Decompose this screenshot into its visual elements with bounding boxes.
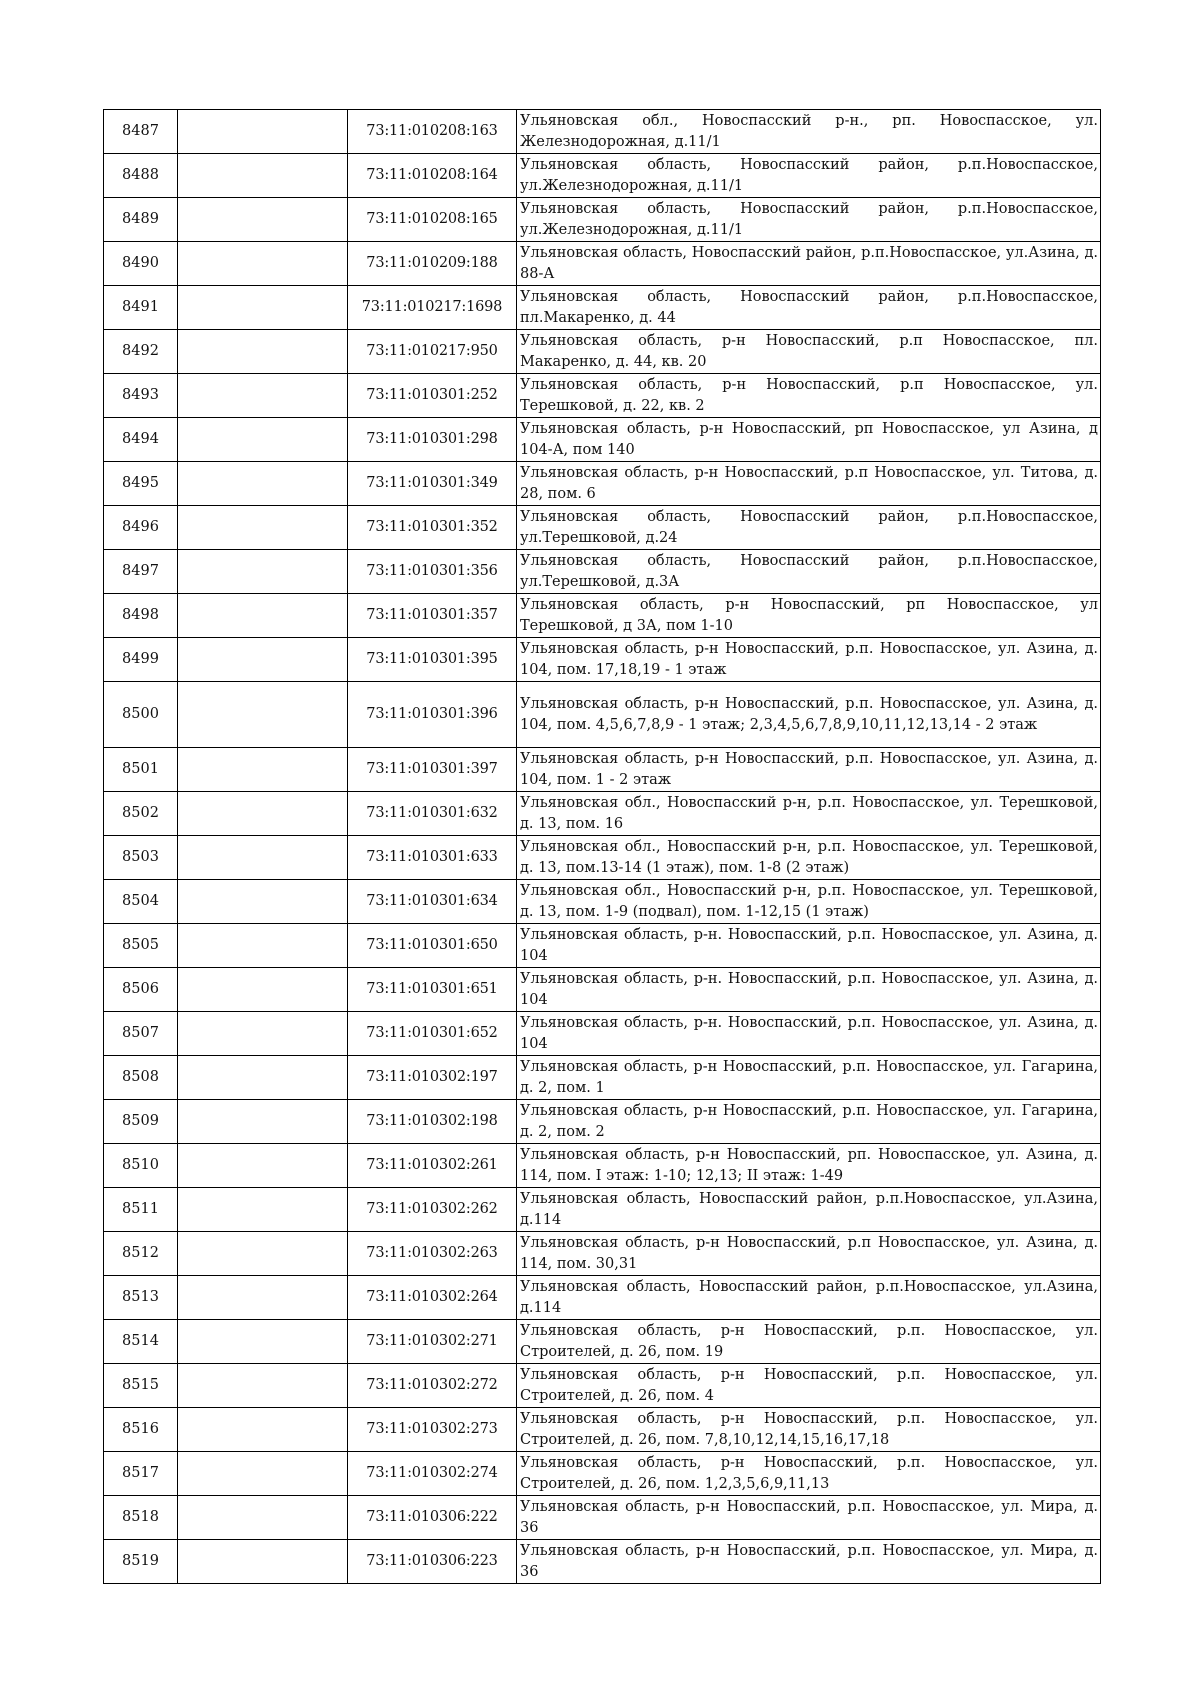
address-cell: Ульяновская область, р-н Новоспасский, р.п. Новоспасское, ул. Гагарина, д. 2, пом. 2: [517, 1100, 1101, 1144]
address-cell: Ульяновская обл., Новоспасский р-н, р.п. Новоспасское, ул. Терешковой, д. 13, пом. 1-9 (подвал), пом. 1-12,15 (1 этаж): [517, 880, 1101, 924]
owner-cell: [178, 198, 348, 242]
table-row: [104, 682, 1101, 748]
cadastral-number-cell: 73:11:010209:188: [348, 242, 517, 286]
row-number-cell: 8498: [104, 594, 178, 638]
table-row: [104, 462, 1101, 506]
row-number-cell: 8502: [104, 792, 178, 836]
row-number-cell: 8488: [104, 154, 178, 198]
table-row: [104, 154, 1101, 198]
owner-cell: [178, 748, 348, 792]
address-cell: Ульяновская область, Новоспасский район, р.п.Новоспасское, ул.Железнодорожная, д.11/1: [517, 154, 1101, 198]
row-number-cell: 8517: [104, 1452, 178, 1496]
table-row: [104, 1540, 1101, 1584]
row-number-cell: 8487: [104, 110, 178, 154]
address-cell: Ульяновская область, Новоспасский район, р.п.Новоспасское, ул.Железнодорожная, д.11/1: [517, 198, 1101, 242]
owner-cell: [178, 1144, 348, 1188]
cadastral-number-cell: 73:11:010208:165: [348, 198, 517, 242]
cadastral-number-cell: 73:11:010301:349: [348, 462, 517, 506]
address-cell: Ульяновская область, р-н. Новоспасский, р.п. Новоспасское, ул. Азина, д. 104: [517, 968, 1101, 1012]
address-cell: Ульяновская область, Новоспасский район, р.п.Новоспасское, ул.Терешковой, д.24: [517, 506, 1101, 550]
table-row: [104, 792, 1101, 836]
owner-cell: [178, 550, 348, 594]
address-cell: Ульяновская область, Новоспасский район, р.п.Новоспасское, ул.Терешковой, д.3А: [517, 550, 1101, 594]
table-row: [104, 242, 1101, 286]
row-number-cell: 8503: [104, 836, 178, 880]
owner-cell: [178, 1012, 348, 1056]
row-number-cell: 8508: [104, 1056, 178, 1100]
address-cell: Ульяновская область, р-н Новоспасский, р.п. Новоспасское, ул. Мира, д. 36: [517, 1496, 1101, 1540]
document-page: [103, 109, 1100, 1584]
table-row: [104, 1100, 1101, 1144]
table-row: [104, 968, 1101, 1012]
table-row: [104, 1012, 1101, 1056]
cadastral-number-cell: 73:11:010301:396: [348, 682, 517, 748]
cadastral-number-cell: 73:11:010302:197: [348, 1056, 517, 1100]
owner-cell: [178, 924, 348, 968]
owner-cell: [178, 1452, 348, 1496]
cadastral-number-cell: 73:11:010306:223: [348, 1540, 517, 1584]
table-row: [104, 1452, 1101, 1496]
table-row: [104, 550, 1101, 594]
cadastral-number-cell: 73:11:010302:274: [348, 1452, 517, 1496]
owner-cell: [178, 1540, 348, 1584]
cadastral-number-cell: 73:11:010208:163: [348, 110, 517, 154]
cadastral-number-cell: 73:11:010302:263: [348, 1232, 517, 1276]
table-row: [104, 286, 1101, 330]
cadastral-number-cell: 73:11:010301:650: [348, 924, 517, 968]
table-row: [104, 1496, 1101, 1540]
table-row: [104, 1276, 1101, 1320]
address-cell: Ульяновская область, р-н Новоспасский, р.п. Новоспасское, ул. Строителей, д. 26, пом. 19: [517, 1320, 1101, 1364]
address-cell: Ульяновская область, р-н Новоспасский, рп. Новоспасское, ул. Азина, д. 114, пом. I этаж: 1-10; 12,13; II этаж: 1-49: [517, 1144, 1101, 1188]
row-number-cell: 8506: [104, 968, 178, 1012]
row-number-cell: 8519: [104, 1540, 178, 1584]
cadastral-number-cell: 73:11:010301:252: [348, 374, 517, 418]
row-number-cell: 8514: [104, 1320, 178, 1364]
address-cell: Ульяновская область, р-н. Новоспасский, р.п. Новоспасское, ул. Азина, д. 104: [517, 1012, 1101, 1056]
cadastral-number-cell: 73:11:010301:298: [348, 418, 517, 462]
owner-cell: [178, 462, 348, 506]
row-number-cell: 8515: [104, 1364, 178, 1408]
row-number-cell: 8500: [104, 682, 178, 748]
address-cell: Ульяновская область, р-н Новоспасский, р.п Новоспасское, пл. Макаренко, д. 44, кв. 20: [517, 330, 1101, 374]
cadastral-number-cell: 73:11:010302:261: [348, 1144, 517, 1188]
table-row: [104, 880, 1101, 924]
row-number-cell: 8516: [104, 1408, 178, 1452]
owner-cell: [178, 286, 348, 330]
table-row: [104, 1232, 1101, 1276]
owner-cell: [178, 1276, 348, 1320]
row-number-cell: 8494: [104, 418, 178, 462]
row-number-cell: 8504: [104, 880, 178, 924]
address-cell: Ульяновская область, р-н Новоспасский, р.п. Новоспасское, ул. Азина, д. 104, пом. 4,5,6,7,8,9 - 1 этаж; 2,3,4,5,6,7,8,9,10,11,12,13,14 - 2 этаж: [517, 682, 1101, 748]
table-row: [104, 638, 1101, 682]
table-row: [104, 1188, 1101, 1232]
owner-cell: [178, 242, 348, 286]
address-cell: Ульяновская область, р-н Новоспасский, р.п. Новоспасское, ул. Гагарина, д. 2, пом. 1: [517, 1056, 1101, 1100]
cadastral-number-cell: 73:11:010301:633: [348, 836, 517, 880]
owner-cell: [178, 1408, 348, 1452]
row-number-cell: 8490: [104, 242, 178, 286]
owner-cell: [178, 1496, 348, 1540]
owner-cell: [178, 154, 348, 198]
table-row: [104, 1056, 1101, 1100]
row-number-cell: 8513: [104, 1276, 178, 1320]
address-cell: Ульяновская область, р-н Новоспасский, р.п Новоспасское, ул. Титова, д. 28, пом. 6: [517, 462, 1101, 506]
address-cell: Ульяновская область, Новоспасский район, р.п.Новоспасское, пл.Макаренко, д. 44: [517, 286, 1101, 330]
cadastral-number-cell: 73:11:010217:1698: [348, 286, 517, 330]
table-row: [104, 110, 1101, 154]
table-row: [104, 924, 1101, 968]
cadastral-number-cell: 73:11:010302:272: [348, 1364, 517, 1408]
owner-cell: [178, 1100, 348, 1144]
cadastral-number-cell: 73:11:010217:950: [348, 330, 517, 374]
address-cell: Ульяновская область, р-н. Новоспасский, р.п. Новоспасское, ул. Азина, д. 104: [517, 924, 1101, 968]
row-number-cell: 8512: [104, 1232, 178, 1276]
table-row: [104, 836, 1101, 880]
address-cell: Ульяновская область, р-н Новоспасский, р.п. Новоспасское, ул. Строителей, д. 26, пом. 7,8,10,12,14,15,16,17,18: [517, 1408, 1101, 1452]
owner-cell: [178, 110, 348, 154]
owner-cell: [178, 682, 348, 748]
owner-cell: [178, 792, 348, 836]
owner-cell: [178, 968, 348, 1012]
table-row: [104, 330, 1101, 374]
row-number-cell: 8489: [104, 198, 178, 242]
address-cell: Ульяновская область, р-н Новоспасский, рп Новоспасское, ул Терешковой, д 3А, пом 1-10: [517, 594, 1101, 638]
cadastral-number-cell: 73:11:010302:264: [348, 1276, 517, 1320]
row-number-cell: 8501: [104, 748, 178, 792]
cadastral-number-cell: 73:11:010301:652: [348, 1012, 517, 1056]
owner-cell: [178, 374, 348, 418]
row-number-cell: 8491: [104, 286, 178, 330]
cadastral-number-cell: 73:11:010301:397: [348, 748, 517, 792]
row-number-cell: 8510: [104, 1144, 178, 1188]
row-number-cell: 8511: [104, 1188, 178, 1232]
table-row: [104, 1364, 1101, 1408]
table-row: [104, 418, 1101, 462]
cadastral-number-cell: 73:11:010301:356: [348, 550, 517, 594]
row-number-cell: 8499: [104, 638, 178, 682]
row-number-cell: 8505: [104, 924, 178, 968]
table-row: [104, 1320, 1101, 1364]
row-number-cell: 8509: [104, 1100, 178, 1144]
cadastral-number-cell: 73:11:010302:262: [348, 1188, 517, 1232]
table-row: [104, 594, 1101, 638]
address-cell: Ульяновская область, Новоспасский район, р.п.Новоспасское, ул.Азина, д.114: [517, 1276, 1101, 1320]
cadastral-number-cell: 73:11:010306:222: [348, 1496, 517, 1540]
owner-cell: [178, 1364, 348, 1408]
address-cell: Ульяновская область, р-н Новоспасский, р.п. Новоспасское, ул. Строителей, д. 26, пом. 1,2,3,5,6,9,11,13: [517, 1452, 1101, 1496]
cadastral-number-cell: 73:11:010302:273: [348, 1408, 517, 1452]
row-number-cell: 8493: [104, 374, 178, 418]
owner-cell: [178, 506, 348, 550]
row-number-cell: 8495: [104, 462, 178, 506]
address-cell: Ульяновская область, р-н Новоспасский, р.п. Новоспасское, ул. Азина, д. 104, пом. 1 - 2 этаж: [517, 748, 1101, 792]
property-registry-table: [103, 109, 1101, 1584]
address-cell: Ульяновская обл., Новоспасский р-н, р.п. Новоспасское, ул. Терешковой, д. 13, пом.13-14 (1 этаж), пом. 1-8 (2 этаж): [517, 836, 1101, 880]
row-number-cell: 8518: [104, 1496, 178, 1540]
cadastral-number-cell: 73:11:010301:357: [348, 594, 517, 638]
owner-cell: [178, 418, 348, 462]
owner-cell: [178, 330, 348, 374]
cadastral-number-cell: 73:11:010302:198: [348, 1100, 517, 1144]
row-number-cell: 8507: [104, 1012, 178, 1056]
owner-cell: [178, 1232, 348, 1276]
owner-cell: [178, 1056, 348, 1100]
cadastral-number-cell: 73:11:010301:395: [348, 638, 517, 682]
address-cell: Ульяновская область, р-н Новоспасский, р.п. Новоспасское, ул. Азина, д. 104, пом. 17,18,19 - 1 этаж: [517, 638, 1101, 682]
owner-cell: [178, 594, 348, 638]
owner-cell: [178, 1320, 348, 1364]
table-row: [104, 1408, 1101, 1452]
table-row: [104, 374, 1101, 418]
table-row: [104, 198, 1101, 242]
address-cell: Ульяновская область, р-н Новоспасский, р.п. Новоспасское, ул. Строителей, д. 26, пом. 4: [517, 1364, 1101, 1408]
owner-cell: [178, 880, 348, 924]
cadastral-number-cell: 73:11:010301:632: [348, 792, 517, 836]
row-number-cell: 8497: [104, 550, 178, 594]
owner-cell: [178, 638, 348, 682]
address-cell: Ульяновская обл., Новоспасский р-н., рп. Новоспасское, ул. Железнодорожная, д.11/1: [517, 110, 1101, 154]
address-cell: Ульяновская область, р-н Новоспасский, рп Новоспасское, ул Азина, д 104-А, пом 140: [517, 418, 1101, 462]
address-cell: Ульяновская область, р-н Новоспасский, р.п Новоспасское, ул. Азина, д. 114, пом. 30,31: [517, 1232, 1101, 1276]
cadastral-number-cell: 73:11:010302:271: [348, 1320, 517, 1364]
cadastral-number-cell: 73:11:010208:164: [348, 154, 517, 198]
table-row: [104, 506, 1101, 550]
row-number-cell: 8492: [104, 330, 178, 374]
address-cell: Ульяновская обл., Новоспасский р-н, р.п. Новоспасское, ул. Терешковой, д. 13, пом. 16: [517, 792, 1101, 836]
cadastral-number-cell: 73:11:010301:651: [348, 968, 517, 1012]
table-row: [104, 748, 1101, 792]
table-row: [104, 1144, 1101, 1188]
registry-table-body: [104, 110, 1101, 1584]
row-number-cell: 8496: [104, 506, 178, 550]
address-cell: Ульяновская область, р-н Новоспасский, р.п. Новоспасское, ул. Мира, д. 36: [517, 1540, 1101, 1584]
cadastral-number-cell: 73:11:010301:352: [348, 506, 517, 550]
address-cell: Ульяновская область, Новоспасский район, р.п.Новоспасское, ул.Азина, д.114: [517, 1188, 1101, 1232]
address-cell: Ульяновская область, р-н Новоспасский, р.п Новоспасское, ул. Терешковой, д. 22, кв. 2: [517, 374, 1101, 418]
address-cell: Ульяновская область, Новоспасский район, р.п.Новоспасское, ул.Азина, д. 88-А: [517, 242, 1101, 286]
owner-cell: [178, 1188, 348, 1232]
owner-cell: [178, 836, 348, 880]
cadastral-number-cell: 73:11:010301:634: [348, 880, 517, 924]
